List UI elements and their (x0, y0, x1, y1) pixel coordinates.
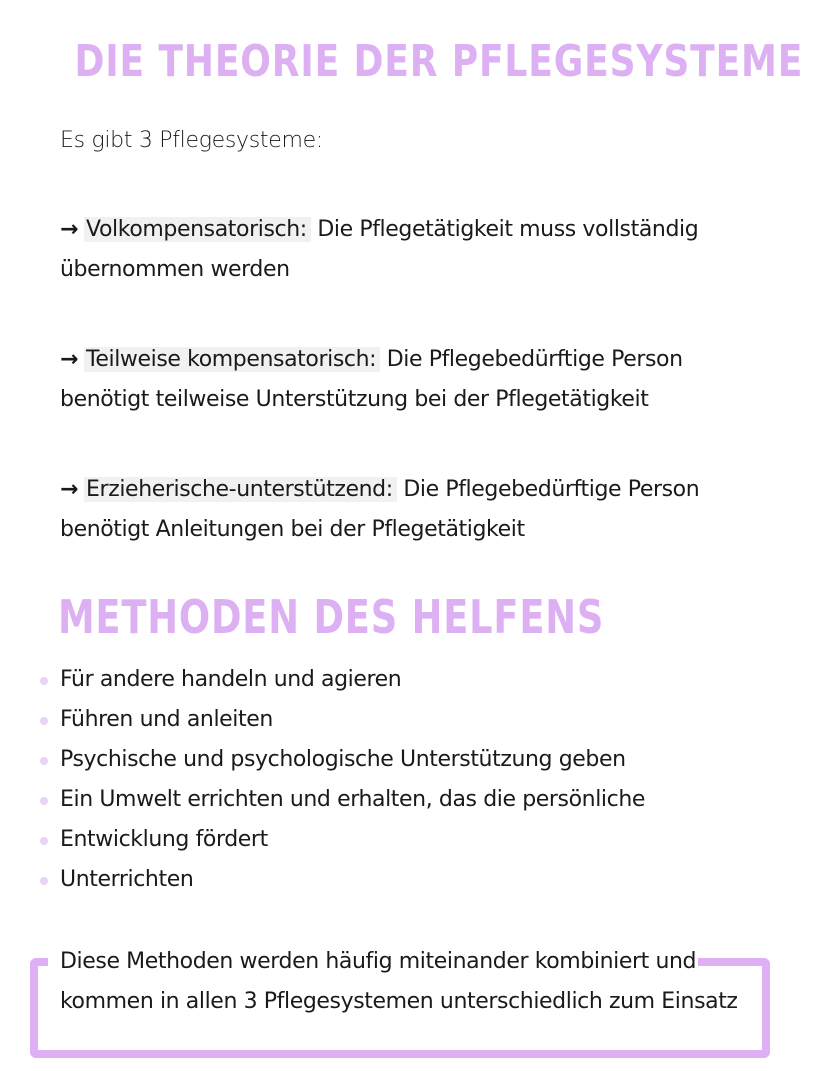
system-description: Die Pflegebedürftige Person benötigt Anleitungen bei der Pflegetätigkeit (60, 477, 700, 542)
arrow-right-icon: → (60, 217, 79, 242)
list-item (38, 860, 645, 900)
method-label: Entwicklung fördert (60, 827, 268, 852)
bullet-icon (40, 677, 48, 685)
bullet-icon (40, 837, 48, 845)
method-label: Für andere handeln und agieren (60, 667, 402, 692)
arrow-right-icon: → (60, 477, 79, 502)
method-label: Führen und anleiten (60, 707, 273, 732)
list-item (38, 820, 645, 860)
methods-list (38, 660, 645, 900)
bullet-icon (40, 877, 48, 885)
method-label: Ein Umwelt errichten und erhalten, das die persönliche (60, 787, 646, 812)
summary-text: Diese Methoden werden häufig miteinander kombiniert und kommen in allen 3 Pflegesystemen unterschiedlich zum Einsatz (60, 949, 738, 1014)
bullet-icon (40, 717, 48, 725)
system-erzieherisch-unterstuetzend (60, 470, 760, 550)
system-teilweise-kompensatorisch (60, 340, 760, 420)
arrow-right-icon: → (60, 347, 79, 372)
bullet-icon (40, 797, 48, 805)
system-description: Die Pflegebedürftige Person benötigt teilweise Unterstützung bei der Pflegetätigkeit (60, 347, 683, 412)
method-label: Psychische und psychologische Unterstützung geben (60, 747, 626, 772)
page-title: DIE THEORIE DER PFLEGESYSTEME (74, 36, 804, 87)
system-description: Die Pflegetätigkeit muss vollständig übernommen werden (60, 217, 699, 282)
system-term: Volkompensatorisch: (84, 217, 311, 242)
system-volkompensatorisch (60, 210, 760, 290)
method-label: Unterrichten (60, 867, 194, 892)
list-item (38, 660, 645, 700)
list-item (38, 740, 645, 780)
list-item (38, 700, 645, 740)
intro-text: Es gibt 3 Pflegesysteme: (60, 128, 323, 153)
system-term: Erzieherische-unterstützend: (84, 477, 397, 502)
list-item (38, 780, 645, 820)
bullet-icon (40, 757, 48, 765)
section-title-methoden: METHODEN DES HELFENS (58, 590, 605, 644)
system-term: Teilweise kompensatorisch: (84, 347, 380, 372)
